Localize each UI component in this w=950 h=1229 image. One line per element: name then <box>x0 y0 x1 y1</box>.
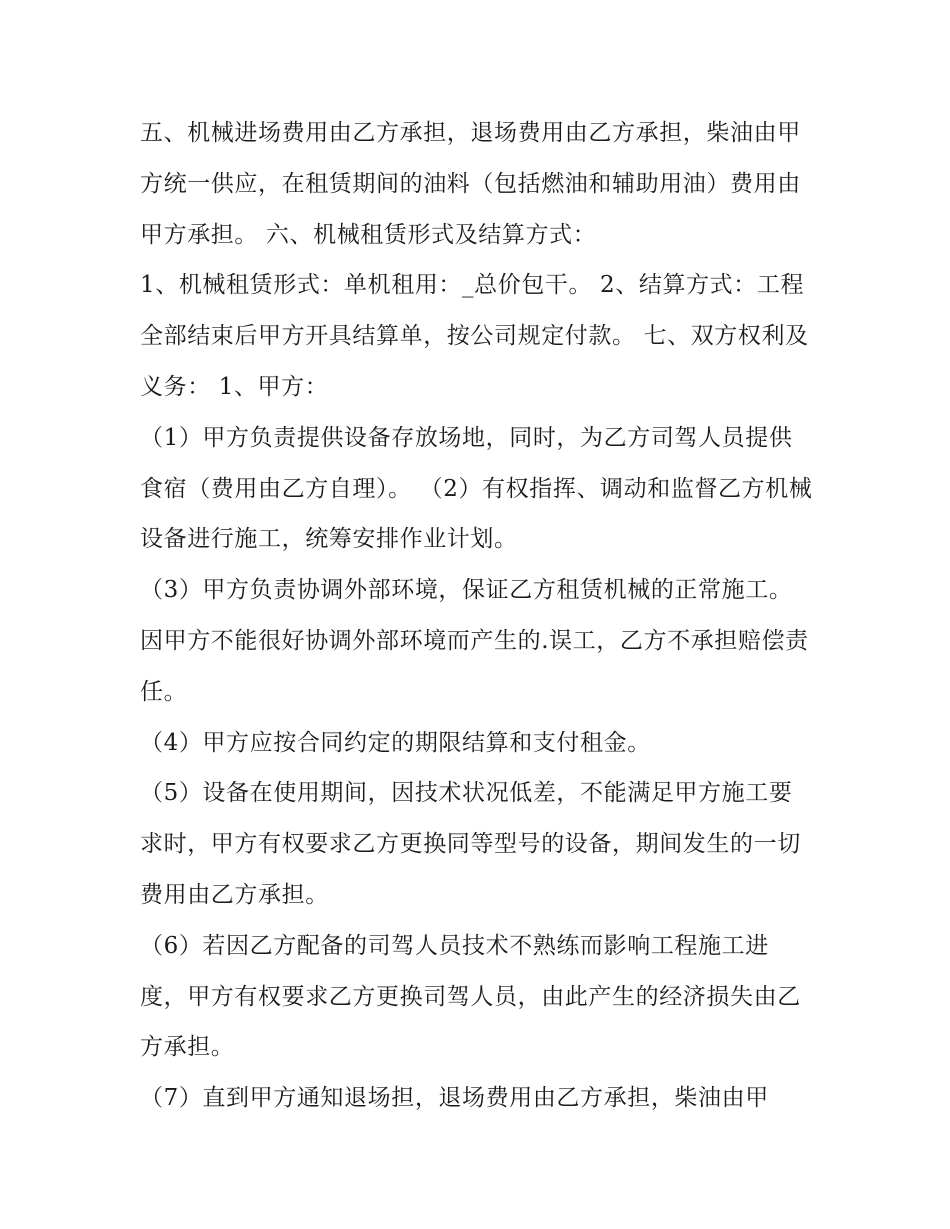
paragraph-party-a-duty-6: （6）若因乙方配备的司驾人员技术不熟练而影响工程施工进度，甲方有权要求乙方更换司驾人员，由此产生的经济损失由乙方承担。 <box>140 932 801 1061</box>
paragraph-party-a-duty-5: （5）设备在使用期间，因技术状况低差，不能满足甲方施工要求时，甲方有权要求乙方更换同等型号的设备，期间发生的一切费用由乙方承担。 <box>140 780 801 908</box>
paragraph-party-a-duty-1-2: （1）甲方负责提供设备存放场地，同时，为乙方司驾人员提供食宿（费用由乙方自理）。 （2）有权指挥、调动和监督乙方机械设备进行施工，统筹安排作业计划。 <box>140 424 813 553</box>
paragraph-party-a-duty-3: （3）甲方负责协调外部环境，保证乙方租赁机械的正常施工。因甲方不能很好协调外部环境而产生的.误工，乙方不承担赔偿责任。 <box>140 577 809 705</box>
paragraph-party-a-duty-7: （7）直到甲方通知退场担，退场费用由乙方承担，柴油由甲 <box>140 1085 769 1112</box>
paragraph-party-a-duty-4: （4）甲方应按合同约定的期限结算和支付租金。 <box>140 729 651 756</box>
paragraph-5-machinery-entry-fees: 五、机械进场费用由乙方承担，退场费用由乙方承担，柴油由甲方统一供应，在租赁期间的油料（包括燃油和辅助用油）费用由甲方承担。 六、机械租赁形式及结算方式： <box>140 120 801 248</box>
document-body <box>140 108 815 1124</box>
paragraph-lease-form-and-settlement: 1、机械租赁形式：单机租用：_总价包干。 2、结算方式：工程全部结束后甲方开具结算单，按公司规定付款。 七、双方权利及义务： 1、甲方： <box>140 272 809 400</box>
